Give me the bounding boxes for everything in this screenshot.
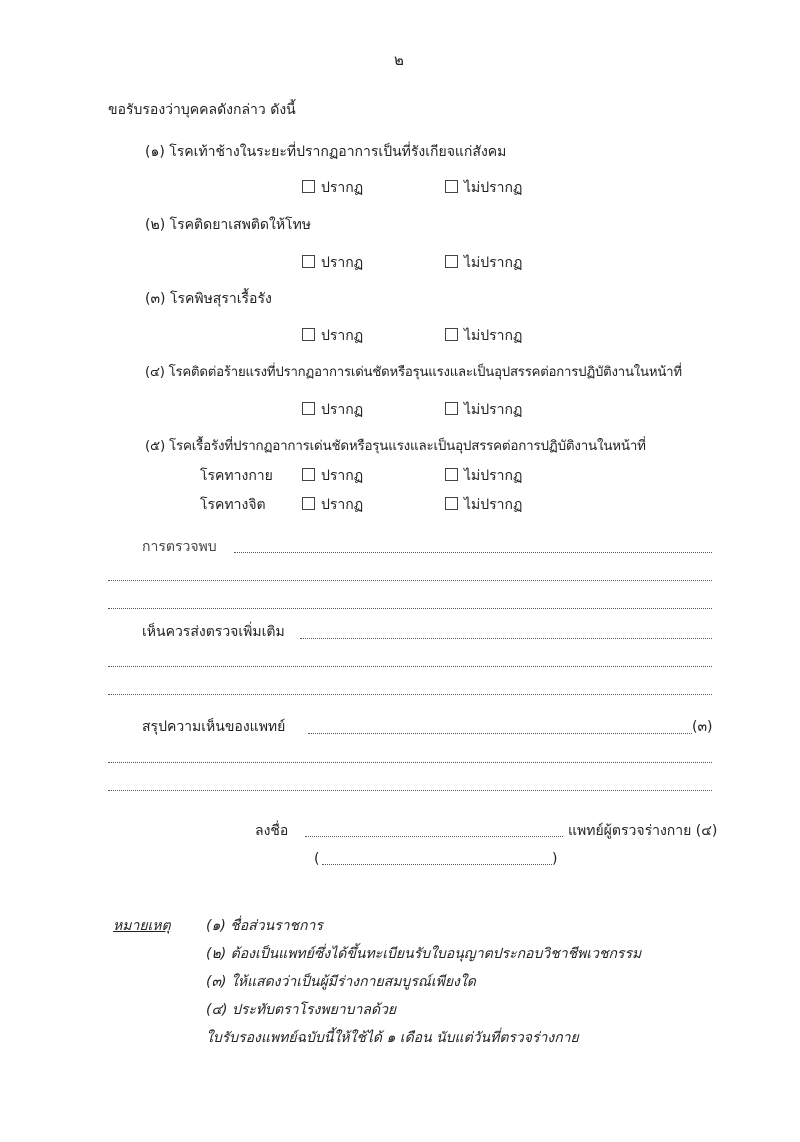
checkbox-icon[interactable]	[445, 497, 458, 510]
item-5-mental-absent-option[interactable]: ไม่ปรากฏ	[445, 496, 522, 514]
conclusion-line-2[interactable]	[108, 762, 712, 763]
findings-label: การตรวจพบ	[142, 539, 217, 555]
signature-label: ลงชื่อ	[255, 823, 289, 839]
conclusion-note: (๓)	[692, 719, 713, 735]
item-2-present-option[interactable]: ปรากฏ	[302, 254, 363, 272]
item-5-label: (๕) โรคเรื้อรังที่ปรากฏอาการเด่นชัดหรือรุนแรงและเป็นอุปสรรคต่อการปฏิบัติงานในหน้าที่	[145, 439, 646, 454]
item-2-absent-option[interactable]: ไม่ปรากฏ	[445, 254, 522, 272]
item-1-absent-option[interactable]: ไม่ปรากฏ	[445, 179, 522, 197]
checkbox-icon[interactable]	[302, 402, 315, 415]
conclusion-line-3[interactable]	[108, 790, 712, 791]
page-number: ๒	[394, 51, 404, 69]
item-3-label: (๓) โรคพิษสุราเรื้อรัง	[145, 291, 272, 307]
conclusion-line-1[interactable]	[308, 733, 692, 734]
checkbox-icon[interactable]	[445, 402, 458, 415]
item-5-physical-absent-option[interactable]: ไม่ปรากฏ	[445, 467, 522, 485]
name-open-paren: (	[314, 851, 320, 867]
item-5-mental-present-option[interactable]: ปรากฏ	[302, 496, 363, 514]
further-exam-line-3[interactable]	[108, 694, 712, 695]
further-exam-label: เห็นควรส่งตรวจเพิ่มเติม	[142, 624, 285, 640]
item-5-physical-present-option[interactable]: ปรากฏ	[302, 467, 363, 485]
conclusion-label: สรุปความเห็นของแพทย์	[142, 719, 286, 735]
checkbox-icon[interactable]	[445, 328, 458, 341]
notes-heading: หมายเหตุ	[113, 918, 171, 934]
item-5-physical-label: โรคทางกาย	[200, 468, 273, 484]
checkbox-icon[interactable]	[302, 328, 315, 341]
note-4: (๔) ประทับตราโรงพยาบาลด้วย	[206, 1002, 397, 1018]
item-4-present-option[interactable]: ปรากฏ	[302, 401, 363, 419]
note-3: (๓) ให้แสดงว่าเป็นผู้มีร่างกายสมบูรณ์เพียงใด	[206, 974, 476, 990]
item-1-label: (๑) โรคเท้าช้างในระยะที่ปรากฏอาการเป็นที่รังเกียจแก่สังคม	[145, 144, 507, 160]
checkbox-icon[interactable]	[445, 180, 458, 193]
signature-role: แพทย์ผู้ตรวจร่างกาย (๔)	[568, 823, 718, 839]
item-4-label: (๔) โรคติดต่อร้ายแรงที่ปรากฏอาการเด่นชัดหรือรุนแรงและเป็นอุปสรรคต่อการปฏิบัติงานในหน้าที่	[145, 365, 682, 380]
name-close-paren: )	[552, 851, 558, 867]
checkbox-icon[interactable]	[302, 180, 315, 193]
findings-line-1[interactable]	[234, 552, 712, 553]
further-exam-line-1[interactable]	[300, 638, 712, 639]
further-exam-line-2[interactable]	[108, 666, 712, 667]
checkbox-icon[interactable]	[445, 255, 458, 268]
signature-line[interactable]	[305, 836, 563, 837]
checkbox-icon[interactable]	[302, 255, 315, 268]
intro-text: ขอรับรองว่าบุคคลดังกล่าว ดังนี้	[108, 102, 296, 118]
item-2-label: (๒) โรคติดยาเสพติดให้โทษ	[145, 217, 312, 233]
checkbox-icon[interactable]	[302, 468, 315, 481]
findings-line-2[interactable]	[108, 580, 712, 581]
item-1-present-option[interactable]: ปรากฏ	[302, 179, 363, 197]
checkbox-icon[interactable]	[445, 468, 458, 481]
findings-line-3[interactable]	[108, 608, 712, 609]
item-3-present-option[interactable]: ปรากฏ	[302, 327, 363, 345]
note-1: (๑) ชื่อส่วนราชการ	[206, 918, 323, 934]
validity-note: ใบรับรองแพทย์ฉบับนี้ให้ใช้ได้ ๑ เดือน นับแต่วันที่ตรวจร่างกาย	[206, 1030, 579, 1046]
item-3-absent-option[interactable]: ไม่ปรากฏ	[445, 327, 522, 345]
note-2: (๒) ต้องเป็นแพทย์ซึ่งได้ขึ้นทะเบียนรับใบอนุญาตประกอบวิชาชีพเวชกรรม	[206, 946, 642, 962]
item-5-mental-label: โรคทางจิต	[200, 497, 266, 513]
item-4-absent-option[interactable]: ไม่ปรากฏ	[445, 401, 522, 419]
printed-name-line[interactable]	[322, 864, 552, 865]
checkbox-icon[interactable]	[302, 497, 315, 510]
